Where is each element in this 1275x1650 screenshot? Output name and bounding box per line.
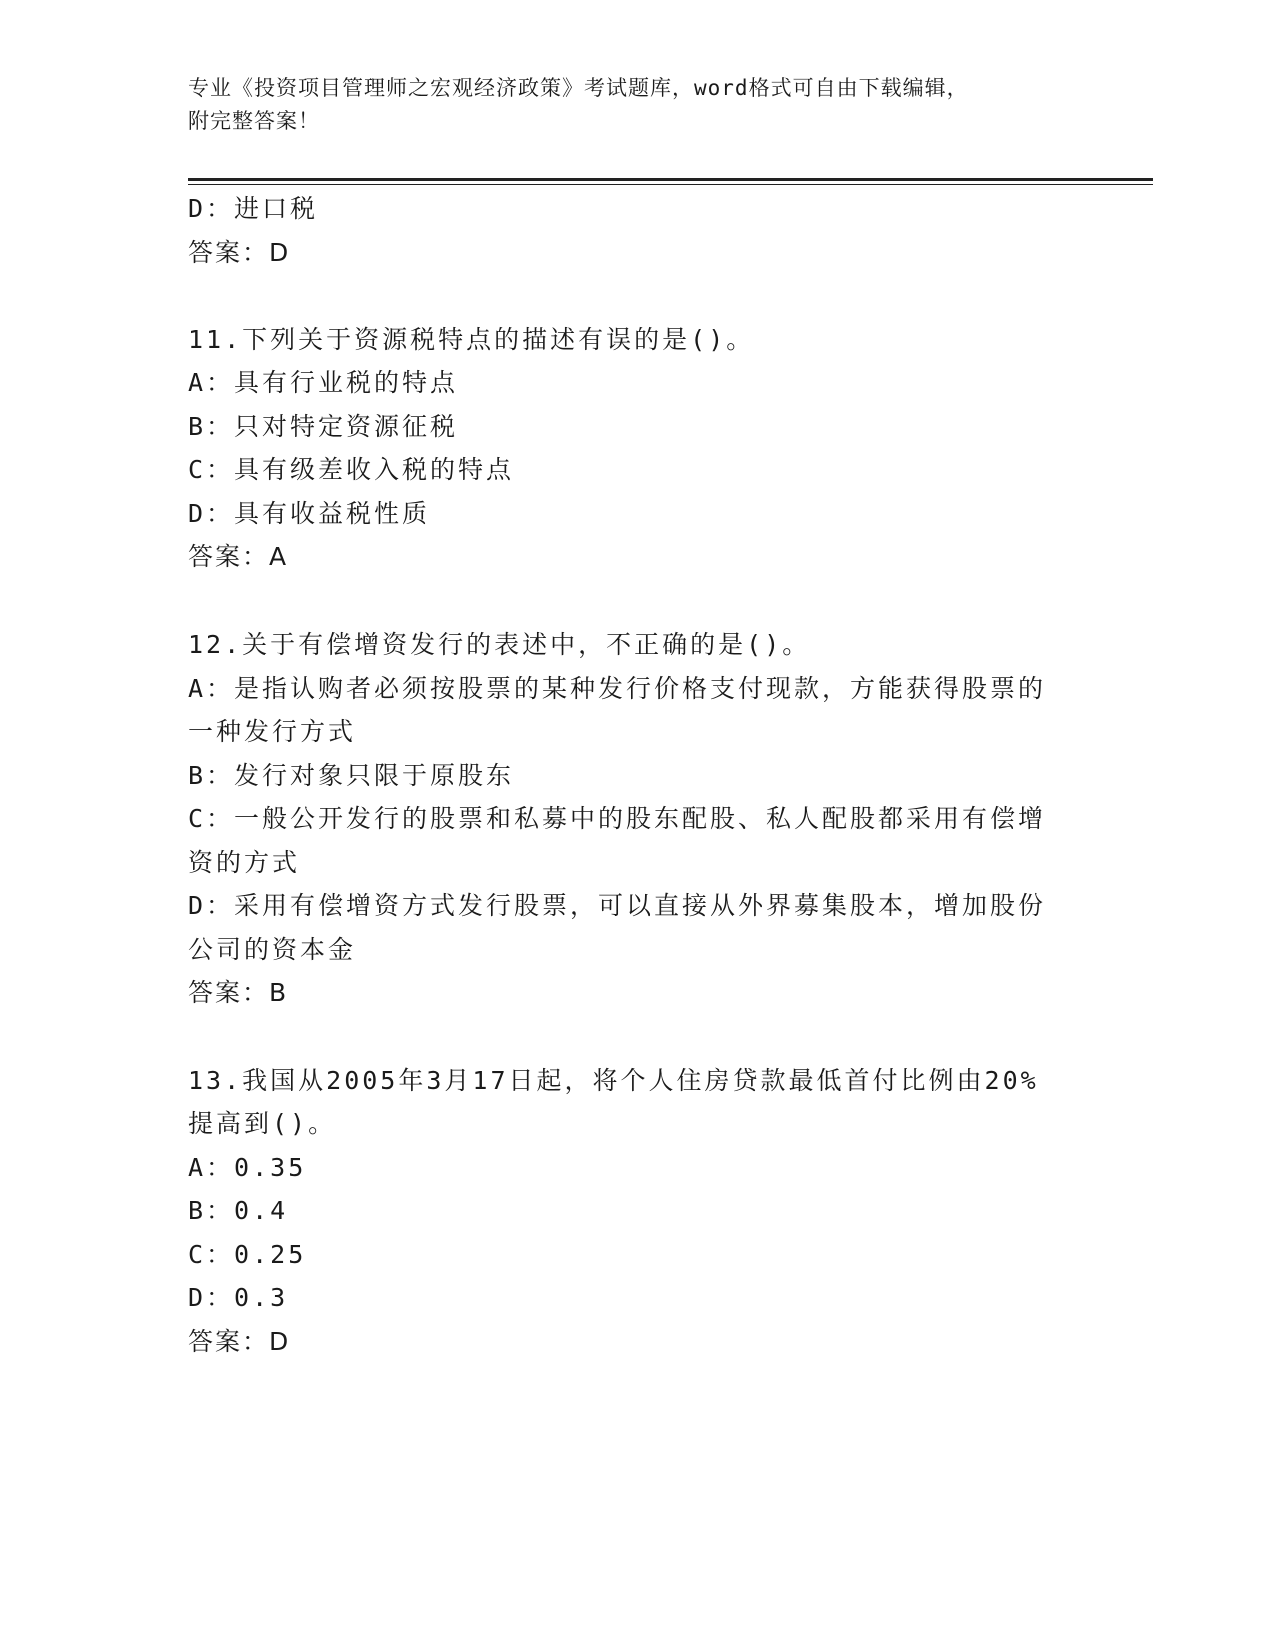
q11-option-d: D：具有收益税性质 bbox=[188, 499, 431, 528]
q13-stem-line2: 提高到()。 bbox=[188, 1109, 337, 1138]
q13-option-c: C：0.25 bbox=[188, 1240, 307, 1269]
q12-option-c-line1: C：一般公开发行的股票和私募中的股东配股、私人配股都采用有偿增 bbox=[188, 804, 1047, 833]
q11-option-c: C：具有级差收入税的特点 bbox=[188, 455, 515, 484]
q12-option-d-line2: 公司的资本金 bbox=[188, 935, 357, 964]
q11-option-b: B：只对特定资源征税 bbox=[188, 412, 459, 441]
q13-answer: 答案：D bbox=[188, 1327, 291, 1356]
q11-answer: 答案：A bbox=[188, 542, 289, 571]
q12-stem: 12.关于有偿增资发行的表述中，不正确的是()。 bbox=[188, 630, 811, 659]
header-line-2: 附完整答案！ bbox=[188, 109, 320, 133]
q13-option-d: D：0.3 bbox=[188, 1283, 289, 1312]
q12-option-b: B：发行对象只限于原股东 bbox=[188, 761, 515, 790]
q13-option-b: B：0.4 bbox=[188, 1196, 289, 1225]
q13-option-a: A：0.35 bbox=[188, 1153, 307, 1182]
prev-option-d: D：进口税 bbox=[188, 194, 319, 223]
q13-stem-line1: 13.我国从2005年3月17日起，将个人住房贷款最低首付比例由20% bbox=[188, 1066, 1039, 1095]
q12-option-a-line1: A：是指认购者必须按股票的某种发行价格支付现款，方能获得股票的 bbox=[188, 674, 1047, 703]
header-line-1: 专业《投资项目管理师之宏观经济政策》考试题库，word格式可自由下载编辑， bbox=[188, 76, 969, 100]
q12-option-c-line2: 资的方式 bbox=[188, 848, 301, 877]
page-header bbox=[188, 72, 1068, 138]
q12-answer: 答案：B bbox=[188, 978, 289, 1007]
q11-option-a: A：具有行业税的特点 bbox=[188, 368, 459, 397]
q12-option-d-line1: D：采用有偿增资方式发行股票，可以直接从外界募集股本，增加股份 bbox=[188, 891, 1047, 920]
q12-option-a-line2: 一种发行方式 bbox=[188, 717, 357, 746]
header-rule-thick bbox=[188, 178, 1153, 181]
prev-answer: 答案：D bbox=[188, 238, 291, 267]
header-rule-thin bbox=[188, 184, 1153, 185]
q11-stem: 11.下列关于资源税特点的描述有误的是()。 bbox=[188, 325, 755, 354]
